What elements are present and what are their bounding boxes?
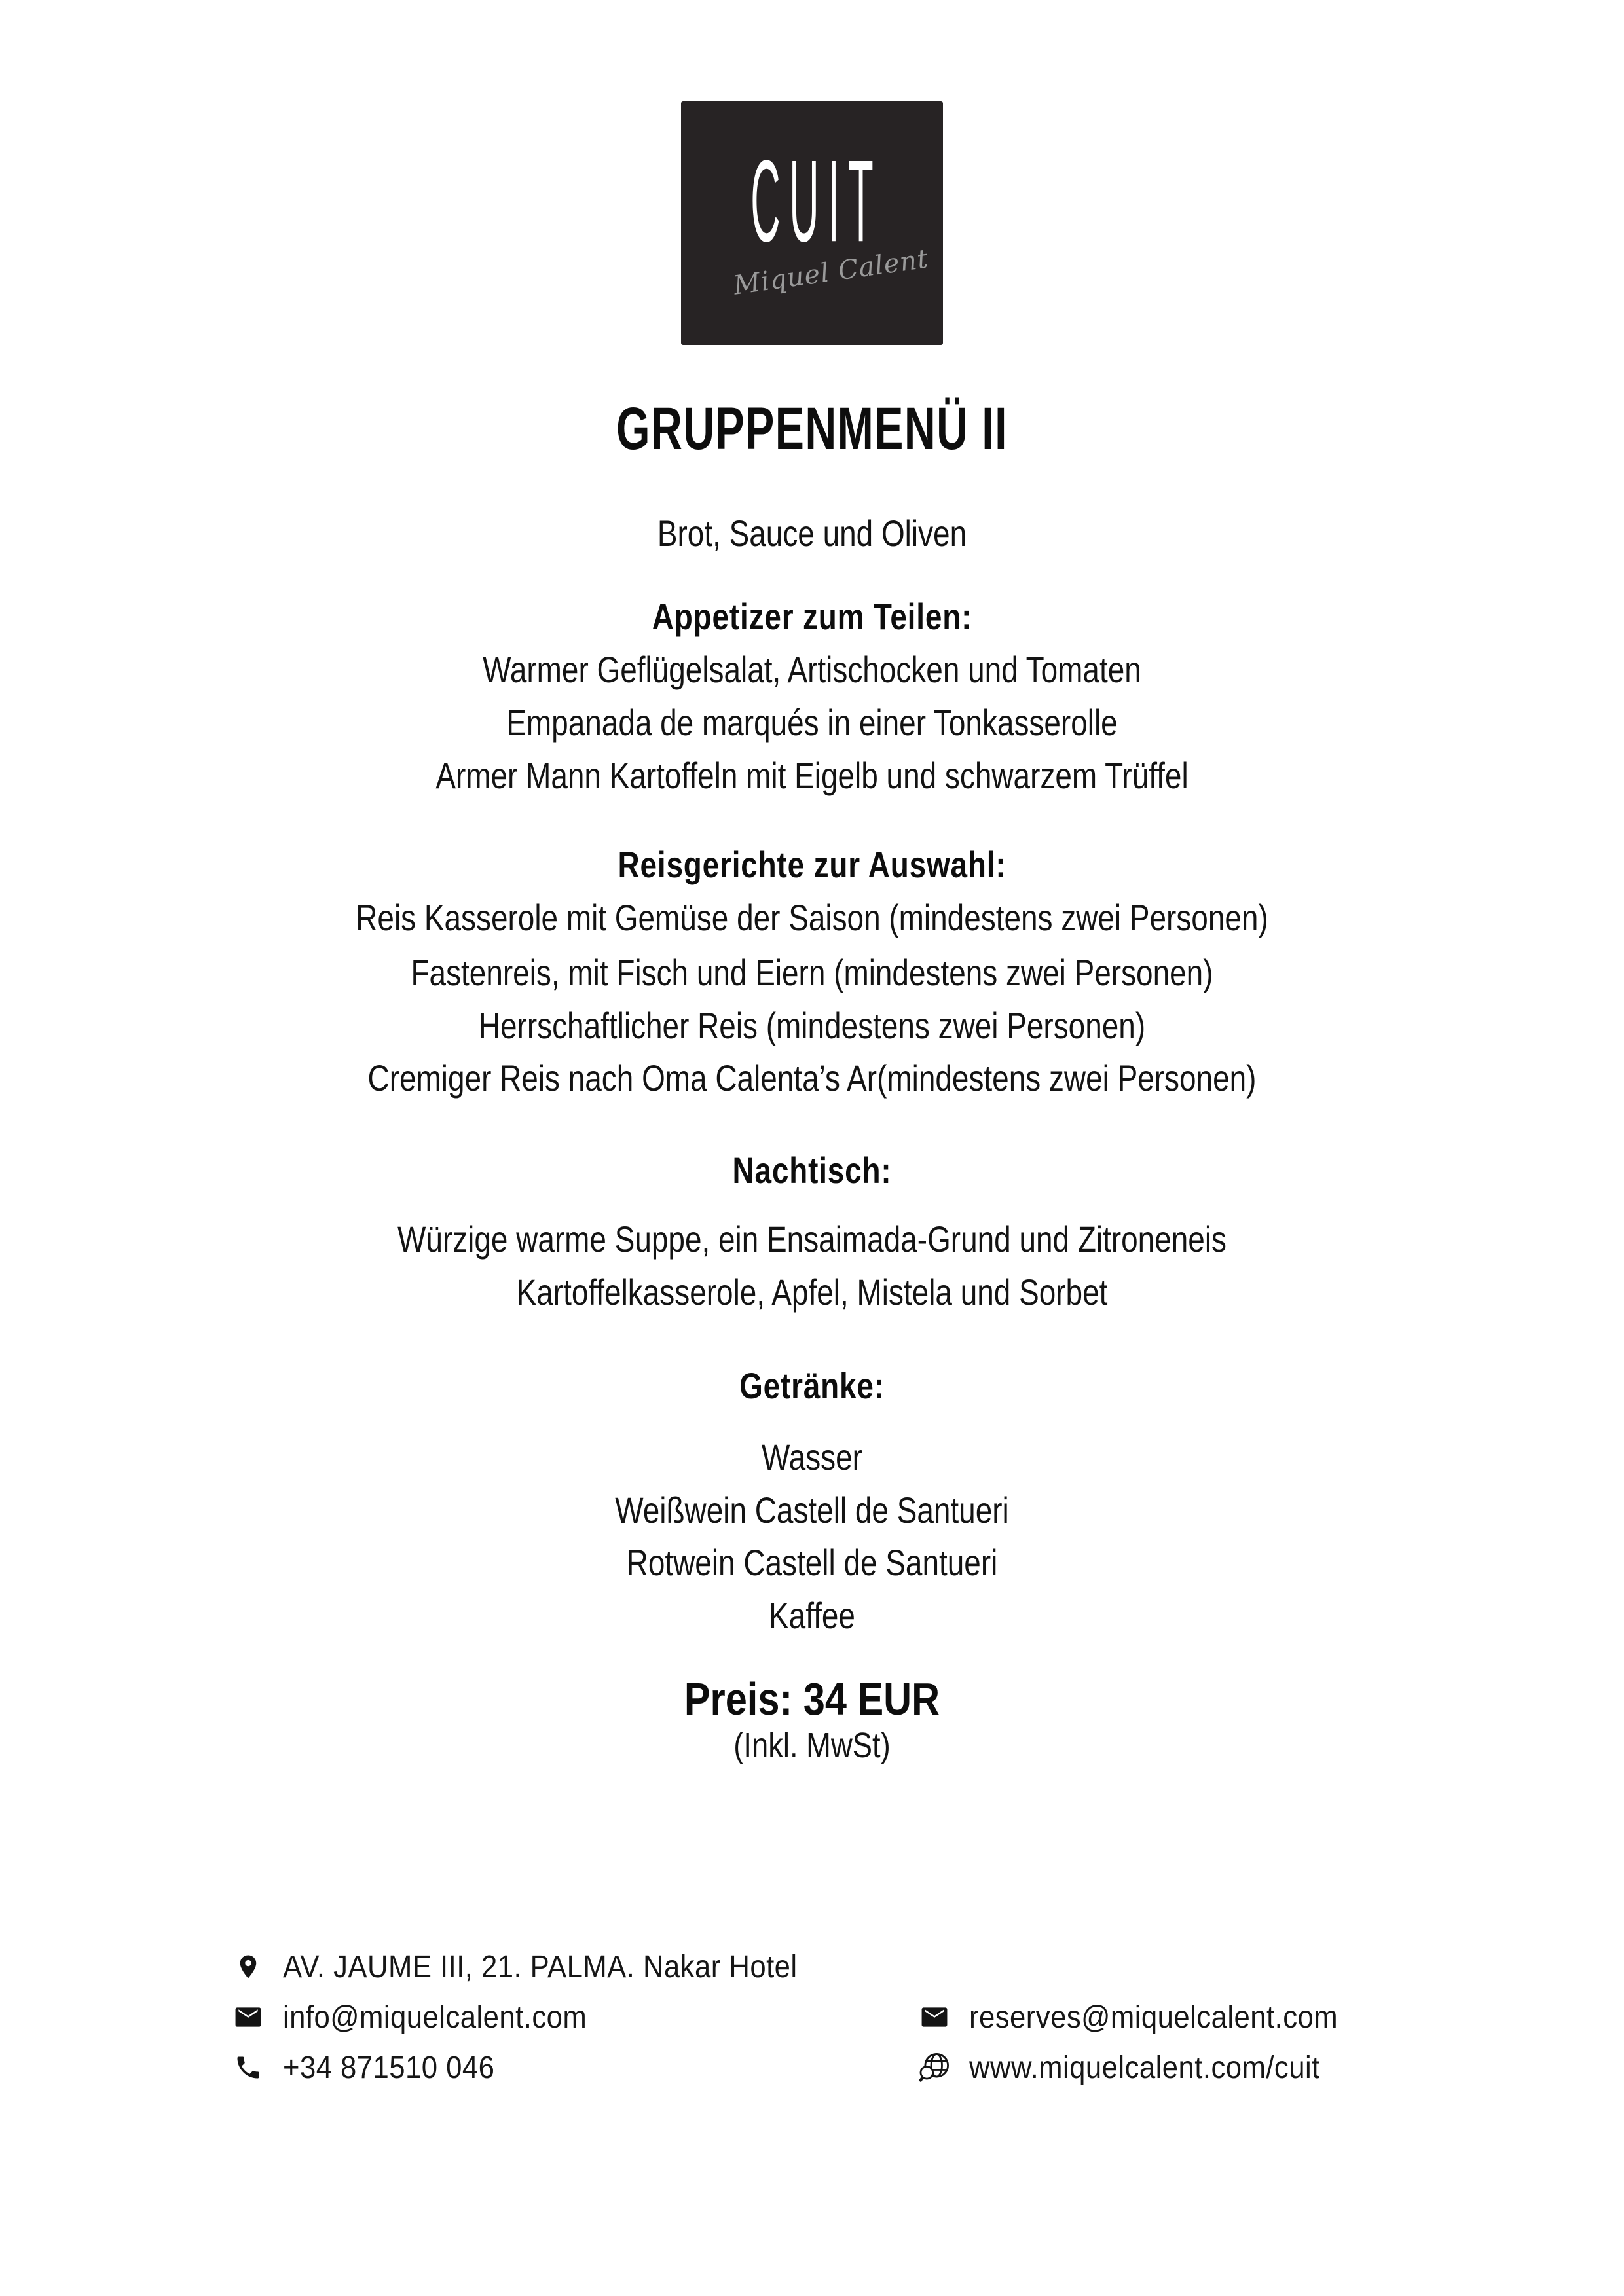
envelope-icon: [915, 2003, 953, 2032]
menu-item: Kaffee: [769, 1595, 855, 1636]
page-title: GRUPPENMENÜ II: [616, 395, 1008, 462]
phone-row: [229, 2049, 848, 2086]
reservation-email-row: [915, 1998, 1375, 2036]
address-row: [229, 1948, 848, 1986]
menu-item: Herrschaftlicher Reis (mindestens zwei Personen): [478, 1005, 1146, 1046]
menu-item: Empanada de marqués in einer Tonkasserolle: [506, 702, 1118, 743]
envelope-icon: [229, 2003, 267, 2032]
brand-wordmark: CUIT: [750, 136, 883, 266]
address-text: AV. JAUME III, 21. PALMA. Nakar Hotel: [283, 1949, 798, 1984]
email-text: info@miquelcalent.com: [283, 1999, 587, 2035]
website-row: [915, 2049, 1375, 2086]
email-row: [229, 1998, 848, 2036]
logo: [681, 101, 943, 345]
vat-note: (Inkl. MwSt): [733, 1726, 891, 1765]
menu-item: Kartoffelkasserole, Apfel, Mistela und Sorbet: [516, 1271, 1108, 1313]
menu-item: Rotwein Castell de Santueri: [626, 1542, 998, 1583]
menu-intro: Brot, Sauce und Oliven: [657, 513, 967, 554]
section-heading-drinks: Getränke:: [739, 1365, 885, 1406]
menu-item: Weißwein Castell de Santueri: [615, 1489, 1009, 1531]
brand-script: Miquel Calent: [731, 244, 931, 301]
globe-search-icon: [915, 2050, 953, 2085]
phone-text: +34 871510 046: [283, 2050, 495, 2085]
menu-item: Wasser: [762, 1436, 862, 1478]
menu-item: Reis Kasserole mit Gemüse der Saison (mindestens zwei Personen): [356, 897, 1268, 938]
menu-item: Würzige warme Suppe, ein Ensaimada-Grund und Zitroneneis: [397, 1218, 1227, 1260]
price-line: Preis: 34 EUR: [684, 1673, 940, 1724]
reservation-email-text: reserves@miquelcalent.com: [969, 1999, 1338, 2035]
footer-left-column: [229, 1948, 848, 2086]
menu-item: Warmer Geflügelsalat, Artischocken und Tomaten: [483, 649, 1141, 690]
section-heading-rice: Reisgerichte zur Auswahl:: [618, 844, 1006, 885]
section-heading-appetizer: Appetizer zum Teilen:: [652, 596, 972, 637]
footer-right-column: [915, 1998, 1375, 2086]
section-heading-dessert: Nachtisch:: [732, 1150, 892, 1191]
location-pin-icon: [229, 1948, 267, 1986]
menu-item: Cremiger Reis nach Oma Calenta’s Ar(mindestens zwei Personen): [367, 1057, 1257, 1099]
website-text: www.miquelcalent.com/cuit: [969, 2050, 1320, 2085]
phone-icon: [229, 2053, 267, 2082]
menu-item: Fastenreis, mit Fisch und Eiern (mindestens zwei Personen): [411, 952, 1213, 993]
menu-item: Armer Mann Kartoffeln mit Eigelb und schwarzem Trüffel: [435, 755, 1189, 796]
